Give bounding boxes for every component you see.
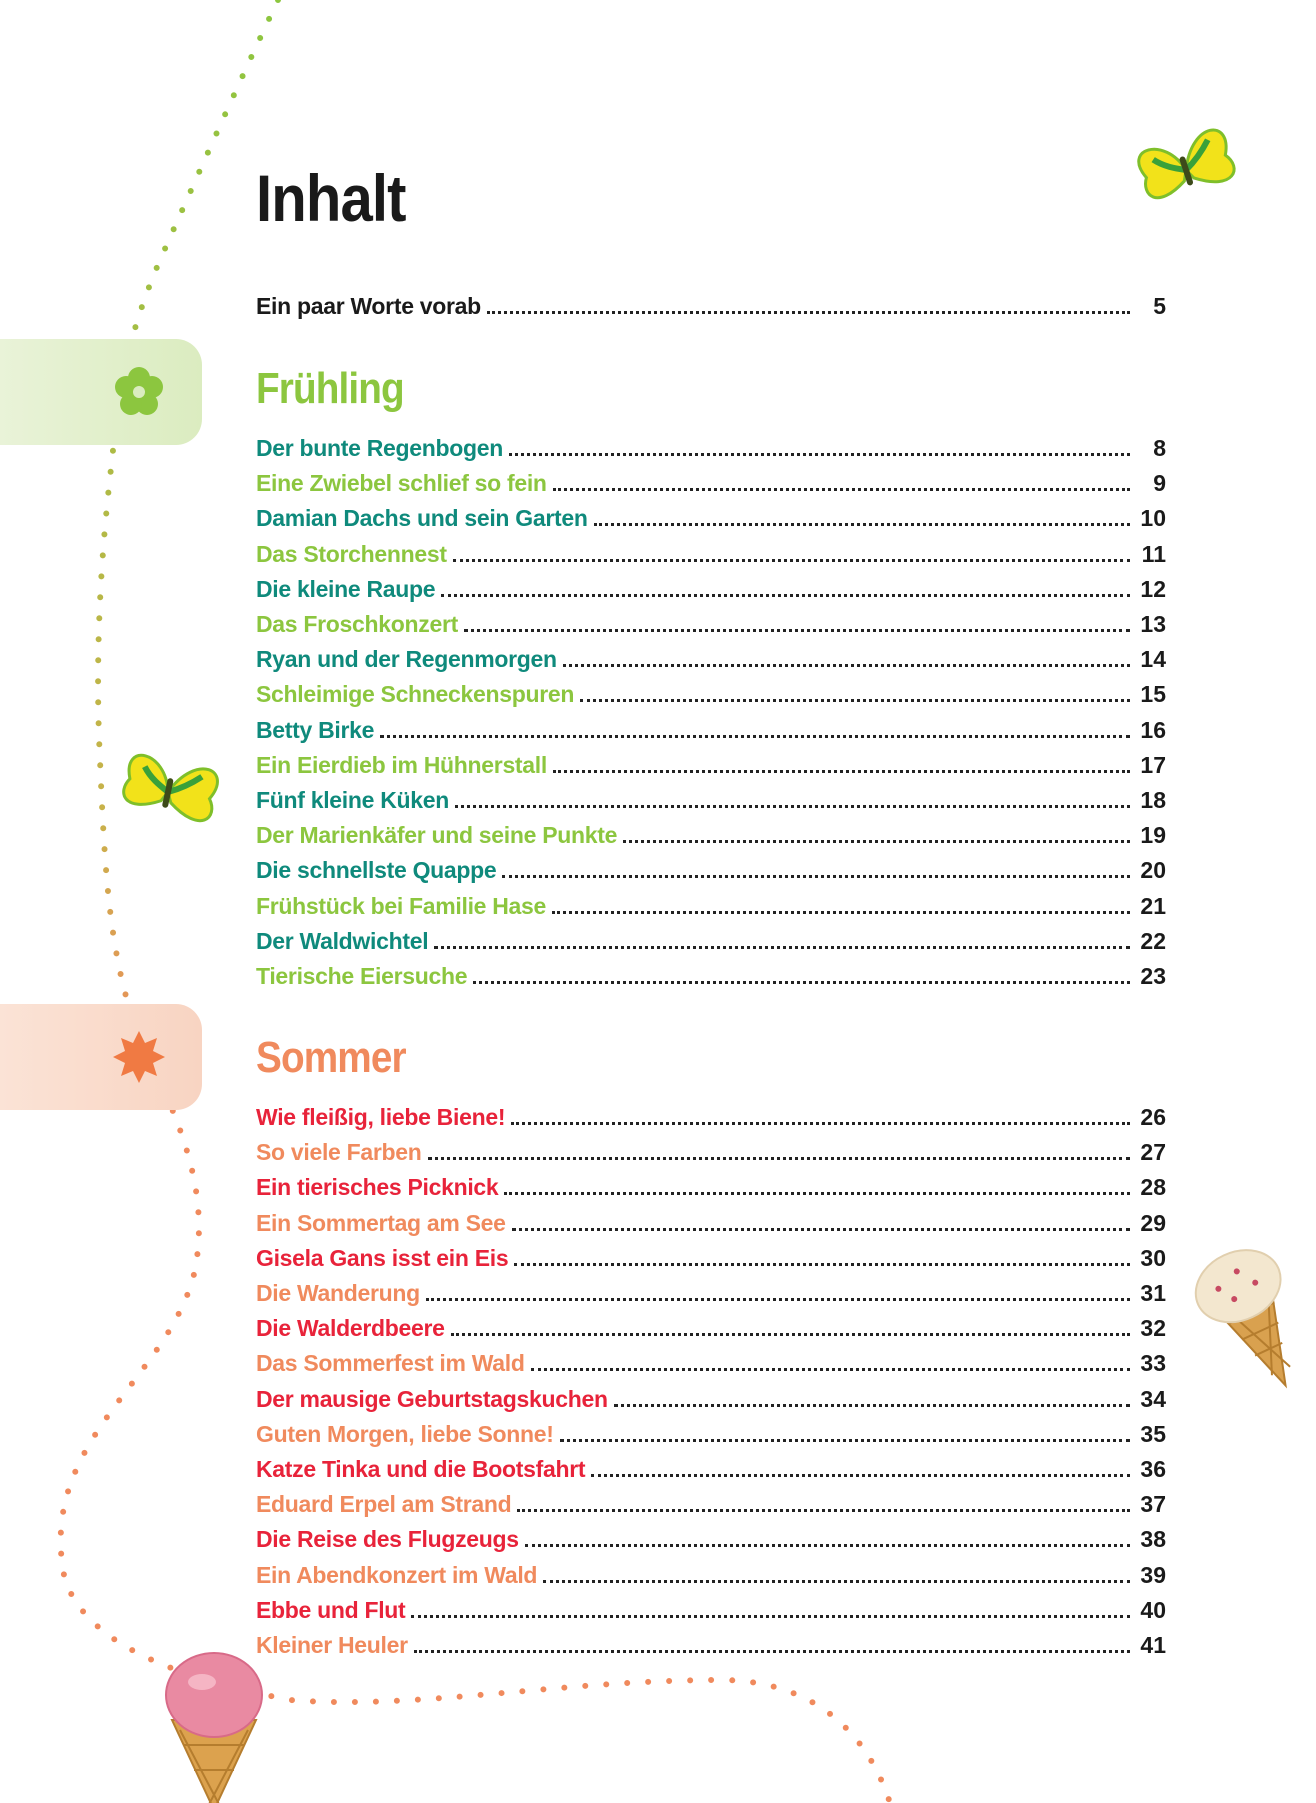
toc-entry[interactable] xyxy=(256,960,1166,990)
entry-label: Guten Morgen, liebe Sonne! xyxy=(256,1421,554,1447)
entry-page: 31 xyxy=(1140,1280,1166,1306)
ice-cream-icon xyxy=(166,1653,262,1803)
entry-label: Ein Sommertag am See xyxy=(256,1210,506,1236)
dot-leader xyxy=(580,699,1130,702)
entry-page: 16 xyxy=(1140,717,1166,743)
dot-leader xyxy=(455,805,1130,808)
entry-label: Der Marienkäfer und seine Punkte xyxy=(256,822,618,848)
entry-page: 17 xyxy=(1140,752,1166,778)
dot-leader xyxy=(563,664,1130,667)
entry-page: 14 xyxy=(1140,646,1166,672)
flower-icon xyxy=(112,365,166,419)
entry-page: 34 xyxy=(1140,1386,1166,1412)
entry-page: 8 xyxy=(1153,435,1166,461)
dot-leader xyxy=(517,1509,1130,1512)
entry-label: Ein Abendkonzert im Wald xyxy=(256,1562,538,1588)
entry-label: Ein paar Worte vorab xyxy=(256,293,481,319)
dot-leader xyxy=(525,1544,1130,1547)
entry-label: Schleimige Schneckenspuren xyxy=(256,681,575,707)
entry-page: 9 xyxy=(1153,470,1166,496)
entry-page: 13 xyxy=(1140,611,1166,637)
toc-entry[interactable] xyxy=(256,1594,1166,1624)
dot-leader xyxy=(623,840,1130,843)
entry-label: Frühstück bei Familie Hase xyxy=(256,893,547,919)
dot-leader xyxy=(552,911,1130,914)
ice-cream-icon xyxy=(1184,1237,1316,1405)
toc-entry[interactable] xyxy=(256,1347,1166,1377)
entry-page: 28 xyxy=(1140,1174,1166,1200)
toc-entry[interactable] xyxy=(256,1171,1166,1201)
entry-page: 29 xyxy=(1140,1210,1166,1236)
dot-leader xyxy=(504,1192,1130,1195)
entry-label: Ein Eierdieb im Hühnerstall xyxy=(256,752,547,778)
toc-entry[interactable] xyxy=(256,1312,1166,1342)
entry-page: 20 xyxy=(1140,857,1166,883)
toc-entry[interactable] xyxy=(256,1242,1166,1272)
toc-entry[interactable] xyxy=(256,784,1166,814)
toc-entry[interactable] xyxy=(256,1559,1166,1589)
toc-entry[interactable] xyxy=(256,432,1166,462)
toc-entry[interactable] xyxy=(256,1523,1166,1553)
entry-label: Betty Birke xyxy=(256,717,375,743)
entry-label: Die kleine Raupe xyxy=(256,576,436,602)
entry-label: Die Walderdbeere xyxy=(256,1315,445,1341)
entry-page: 26 xyxy=(1140,1104,1166,1130)
entry-label: Eine Zwiebel schlief so fein xyxy=(256,470,547,496)
spring-section-title: Frühling xyxy=(256,364,404,413)
entry-label: Eduard Erpel am Strand xyxy=(256,1491,512,1517)
dot-leader xyxy=(453,559,1130,562)
entry-page: 36 xyxy=(1140,1456,1166,1482)
dot-leader xyxy=(531,1368,1130,1371)
entry-page: 19 xyxy=(1140,822,1166,848)
dot-leader xyxy=(451,1333,1130,1336)
toc-entry[interactable] xyxy=(256,1136,1166,1166)
dot-leader xyxy=(591,1474,1130,1477)
toc-entry[interactable] xyxy=(256,749,1166,779)
entry-label: Damian Dachs und sein Garten xyxy=(256,505,588,531)
dot-leader xyxy=(543,1580,1130,1583)
dot-leader xyxy=(428,1157,1130,1160)
dot-leader xyxy=(434,946,1130,949)
toc-entry[interactable] xyxy=(256,854,1166,884)
dot-leader xyxy=(594,523,1130,526)
entry-page: 39 xyxy=(1140,1562,1166,1588)
entry-page: 27 xyxy=(1140,1139,1166,1165)
entry-label: Kleiner Heuler xyxy=(256,1632,408,1658)
toc-entry[interactable] xyxy=(256,608,1166,638)
entry-page: 40 xyxy=(1140,1597,1166,1623)
spring-tab xyxy=(0,339,202,445)
entry-page: 12 xyxy=(1140,576,1166,602)
entry-page: 18 xyxy=(1140,787,1166,813)
dot-leader xyxy=(380,735,1130,738)
dot-leader xyxy=(487,311,1130,314)
dot-leader xyxy=(511,1122,1130,1125)
entry-label: Ebbe und Flut xyxy=(256,1597,406,1623)
entry-label: Tierische Eiersuche xyxy=(256,963,468,989)
entry-label: Ryan und der Regenmorgen xyxy=(256,646,557,672)
entry-label: Das Storchennest xyxy=(256,541,447,567)
dot-leader xyxy=(426,1298,1130,1301)
dot-leader xyxy=(441,594,1130,597)
entry-label: Die schnellste Quappe xyxy=(256,857,497,883)
entry-page: 41 xyxy=(1140,1632,1166,1658)
entry-page: 5 xyxy=(1153,293,1166,319)
entry-page: 35 xyxy=(1140,1421,1166,1447)
entry-label: Katze Tinka und die Bootsfahrt xyxy=(256,1456,586,1482)
toc-entry[interactable] xyxy=(256,1488,1166,1518)
toc-entry[interactable] xyxy=(256,643,1166,673)
toc-entry[interactable] xyxy=(256,502,1166,532)
dot-leader xyxy=(509,453,1130,456)
dot-leader xyxy=(464,629,1130,632)
toc-entry[interactable] xyxy=(256,925,1166,955)
entry-label: Der Waldwichtel xyxy=(256,928,429,954)
toc-entry-intro[interactable] xyxy=(256,290,1166,320)
entry-page: 37 xyxy=(1140,1491,1166,1517)
entry-page: 22 xyxy=(1140,928,1166,954)
toc-entry[interactable] xyxy=(256,467,1166,497)
entry-page: 11 xyxy=(1141,541,1166,567)
dot-leader xyxy=(553,770,1130,773)
butterfly-icon xyxy=(1135,126,1237,204)
entry-label: So viele Farben xyxy=(256,1139,422,1165)
toc-entry[interactable] xyxy=(256,678,1166,708)
toc-entry[interactable] xyxy=(256,1383,1166,1413)
entry-page: 23 xyxy=(1140,963,1166,989)
dot-leader xyxy=(411,1615,1130,1618)
dot-leader xyxy=(560,1439,1130,1442)
toc-entry[interactable] xyxy=(256,1207,1166,1237)
toc-entry[interactable] xyxy=(256,1277,1166,1307)
dot-leader xyxy=(614,1404,1130,1407)
entry-label: Der bunte Regenbogen xyxy=(256,435,504,461)
entry-label: Die Reise des Flugzeugs xyxy=(256,1526,519,1552)
toc-entry[interactable] xyxy=(256,573,1166,603)
entry-page: 33 xyxy=(1140,1350,1166,1376)
dot-leader xyxy=(553,488,1130,491)
summer-section-title: Sommer xyxy=(256,1033,406,1082)
entry-page: 21 xyxy=(1140,893,1166,919)
dot-leader xyxy=(414,1650,1130,1653)
dot-leader xyxy=(473,981,1130,984)
page-title: Inhalt xyxy=(256,161,406,235)
entry-page: 32 xyxy=(1140,1315,1166,1341)
entry-label: Die Wanderung xyxy=(256,1280,420,1306)
entry-page: 30 xyxy=(1140,1245,1166,1271)
sun-icon xyxy=(112,1030,166,1084)
summer-tab xyxy=(0,1004,202,1110)
toc-entry[interactable] xyxy=(256,1629,1166,1659)
entry-page: 15 xyxy=(1140,681,1166,707)
toc-entry[interactable] xyxy=(256,1101,1166,1131)
entry-label: Das Sommerfest im Wald xyxy=(256,1350,525,1376)
entry-label: Gisela Gans isst ein Eis xyxy=(256,1245,509,1271)
entry-page: 38 xyxy=(1140,1526,1166,1552)
entry-label: Der mausige Geburtstagskuchen xyxy=(256,1386,608,1412)
toc-entry[interactable] xyxy=(256,1418,1166,1448)
toc-entry[interactable] xyxy=(256,538,1166,568)
entry-label: Wie fleißig, liebe Biene! xyxy=(256,1104,506,1130)
dot-leader xyxy=(512,1228,1130,1231)
entry-label: Fünf kleine Küken xyxy=(256,787,449,813)
dot-leader xyxy=(514,1263,1130,1266)
toc-entry[interactable] xyxy=(256,819,1166,849)
entry-label: Das Froschkonzert xyxy=(256,611,458,637)
toc-entry[interactable] xyxy=(256,714,1166,744)
butterfly-icon xyxy=(121,753,220,823)
toc-entry[interactable] xyxy=(256,890,1166,920)
toc-entry[interactable] xyxy=(256,1453,1166,1483)
entry-page: 10 xyxy=(1140,505,1166,531)
entry-label: Ein tierisches Picknick xyxy=(256,1174,499,1200)
dot-leader xyxy=(502,875,1130,878)
